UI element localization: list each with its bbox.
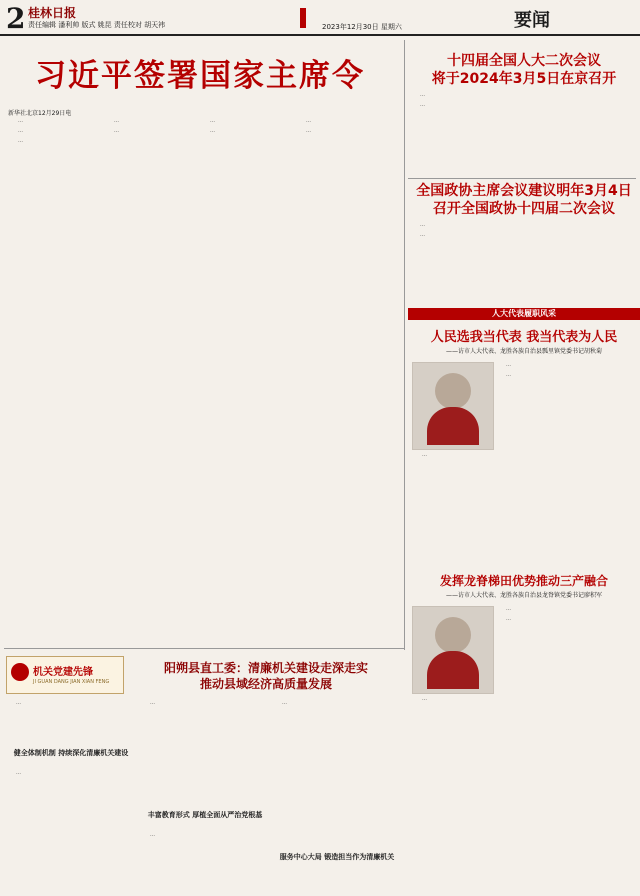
paper-name: 桂林日报 [28, 6, 77, 20]
profile-subtitle: ——访市人大代表、龙胜各族自治县瓢里镇党委书记胡秋菊 [445, 348, 602, 355]
profile2-headline: 发挥龙脊梯田优势推动三产融合 [439, 574, 608, 588]
feature-column: … [16, 700, 21, 706]
profile-article: … … [506, 362, 511, 378]
profile2-article: … … [506, 606, 511, 622]
lead-dateline: 新华社北京12月29日电 [8, 110, 72, 117]
article-column: … … [114, 118, 119, 134]
article-column: … … [306, 118, 311, 134]
article-column: … … [210, 118, 215, 134]
section-divider [4, 648, 404, 649]
section-marker [300, 8, 306, 28]
party-building-logo: 机关党建先锋 JI GUAN DANG JIAN XIAN FENG [6, 656, 124, 694]
page-number: 2 [6, 2, 26, 35]
issue-date: 2023年12月30日 星期六 [322, 23, 402, 31]
editor-credits: 责任编辑 潘利帅 版式 姚昆 责任校对 胡天袆 [28, 21, 166, 29]
portrait-photo [412, 606, 494, 694]
feature-subhead: 健全体制机制 持续深化清廉机关建设 [13, 749, 129, 757]
feature-headline: 阳朔县直工委：清廉机关建设走深走实 推动县域经济高质量发展 [163, 661, 368, 691]
column-tag: 人大代表履职风采 [408, 308, 640, 320]
feature-subhead: 丰富教育形式 厚植全面从严治党根基 [147, 811, 263, 819]
profile-headline: 人民选我当代表 我当代表为人民 [430, 330, 618, 345]
column-divider [404, 40, 405, 650]
profile-article: … [422, 452, 427, 458]
lead-headline: 习近平签署国家主席令 [35, 57, 365, 94]
feature-column: … [282, 700, 287, 706]
section-divider [408, 178, 636, 179]
side-article-cppcc: … … [420, 222, 425, 238]
portrait-photo [412, 362, 494, 450]
profile2-subtitle: ——访市人大代表、龙胜各族自治县龙脊镇党委书记廖积军 [445, 592, 602, 599]
feature-subhead: 服务中心大局 锻造担当作为清廉机关 [279, 853, 395, 861]
profile2-article: … [422, 696, 427, 702]
section-title: 要闻 [514, 10, 550, 31]
masthead [0, 0, 640, 36]
feature-column: … [16, 770, 21, 776]
side-headline-cppcc: 全国政协主席会议建议明年3月4日 召开全国政协十四届二次会议 [416, 183, 632, 217]
side-article-npc: … … [420, 92, 425, 108]
article-column: … … … [18, 118, 23, 144]
party-emblem-icon [11, 663, 29, 681]
feature-column: … [150, 832, 155, 838]
side-headline-npc: 十四届全国人大二次会议 将于2024年3月5日在京召开 [431, 53, 617, 87]
feature-column: … [150, 700, 155, 706]
